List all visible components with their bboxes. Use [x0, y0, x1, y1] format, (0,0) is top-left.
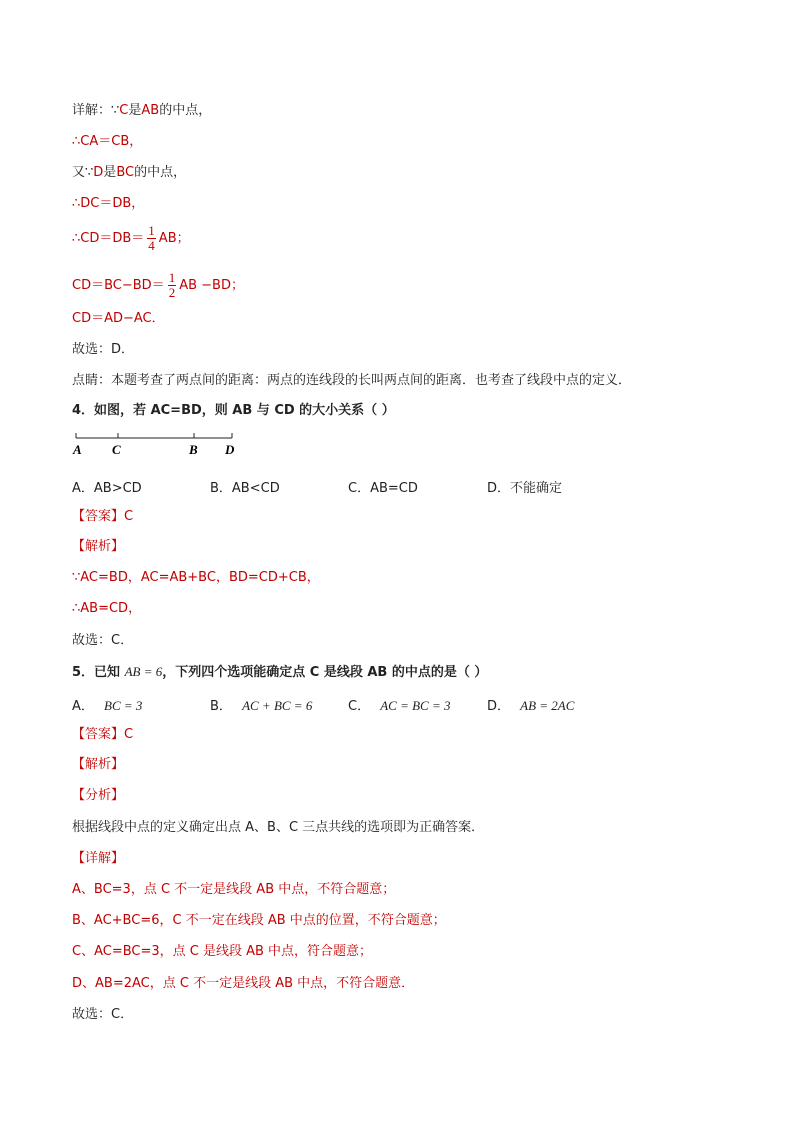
numerator: 1 — [148, 223, 155, 238]
detail-line-6 — [72, 271, 244, 300]
point-label-d: D — [225, 442, 235, 457]
point-label-a: A — [73, 442, 82, 457]
q4-option-c: C．AB=CD — [348, 481, 418, 496]
text: D — [93, 165, 104, 180]
q4-analysis-heading: 【解析】 — [72, 539, 125, 554]
math-expression: BC = 3 — [104, 698, 143, 713]
q5-answer: 【答案】C — [72, 727, 134, 742]
option-label: D． — [487, 699, 511, 714]
text: ∴CD＝DB＝ — [72, 231, 145, 246]
fraction-quarter — [147, 224, 156, 253]
point-label-c: C — [112, 442, 121, 457]
q5-detail-heading: 【详解】 — [72, 851, 125, 866]
text: 详解：∵ — [72, 103, 120, 118]
q4-answer: 【答案】C — [72, 509, 134, 524]
q4-question: 4．如图，若 AC=BD，则 AB 与 CD 的大小关系（ ） — [72, 403, 395, 418]
detail-line-9: 点睛：本题考查了两点间的距离：两点的连线段的长叫两点间的距离．也考查了线段中点的定义． — [72, 373, 632, 388]
text: 的中点， — [134, 165, 187, 180]
text: AB −BD； — [179, 278, 244, 293]
text: CD＝BC−BD＝ — [72, 278, 165, 293]
text: ，下列四个选项能确定点 C 是线段 AB 的中点的是（ ） — [162, 665, 488, 680]
math-expression: AC = BC = 3 — [380, 698, 451, 713]
math-expression: AC + BC = 6 — [242, 698, 313, 713]
q4-step-2: ∴AB=CD， — [72, 601, 142, 616]
q5-option-a — [72, 695, 142, 714]
q5-option-b — [210, 695, 312, 714]
option-label: B． — [210, 699, 232, 714]
fraction-half — [168, 271, 177, 300]
detail-line-3 — [72, 164, 186, 182]
q4-option-a: A．AB>CD — [72, 481, 142, 496]
text: AB； — [158, 231, 190, 246]
text: C — [119, 103, 129, 118]
text: 的中点， — [159, 103, 212, 118]
detail-line-7: CD＝AD−AC． — [72, 311, 165, 326]
q4-option-b: B．AB<CD — [210, 481, 280, 496]
detail-line-2: ∴CA＝CB， — [72, 134, 143, 149]
q5-analysis-heading: 【解析】 — [72, 757, 125, 772]
math-expression: AB = 2AC — [520, 698, 575, 713]
option-label: A． — [72, 699, 94, 714]
denominator: 2 — [168, 285, 176, 300]
text: BC — [116, 165, 135, 180]
q4-step-3: 故选：C． — [72, 633, 134, 648]
q5-detail-3: C、AC=BC=3，点 C 是线段 AB 中点，符合题意； — [72, 944, 373, 959]
detail-line-8: 故选：D． — [72, 342, 135, 357]
q5-question — [72, 663, 487, 682]
detail-line-1 — [72, 102, 211, 120]
detail-line-5 — [72, 224, 190, 253]
option-label: C． — [348, 699, 371, 714]
math-expression: AB = 6 — [124, 664, 163, 679]
text: AB — [141, 103, 160, 118]
numerator: 1 — [168, 270, 176, 285]
q5-option-c — [348, 695, 451, 714]
text: 是 — [103, 165, 117, 180]
q5-fenxi-text: 根据线段中点的定义确定出点 A、B、C 三点共线的选项即为正确答案． — [72, 820, 485, 835]
denominator: 4 — [148, 238, 155, 253]
q5-detail-1: A、BC=3，点 C 不一定是线段 AB 中点，不符合题意； — [72, 882, 396, 897]
text: 是 — [128, 103, 142, 118]
text: 又∵ — [72, 165, 94, 180]
q5-detail-2: B、AC+BC=6，C 不一定在线段 AB 中点的位置，不符合题意； — [72, 913, 446, 928]
q4-step-1: ∵AC=BD，AC=AB+BC，BD=CD+CB， — [72, 570, 320, 585]
q5-detail-4: D、AB=2AC，点 C 不一定是线段 AB 中点，不符合题意． — [72, 976, 415, 991]
detail-line-4: ∴DC＝DB， — [72, 196, 145, 211]
point-label-b: B — [189, 442, 198, 457]
q5-fenxi-heading: 【分析】 — [72, 788, 125, 803]
q4-option-d: D．不能确定 — [487, 481, 563, 496]
q5-detail-5: 故选：C． — [72, 1007, 134, 1022]
q5-option-d — [487, 695, 574, 714]
text: 5．已知 — [72, 665, 121, 680]
segment-figure — [70, 428, 240, 458]
